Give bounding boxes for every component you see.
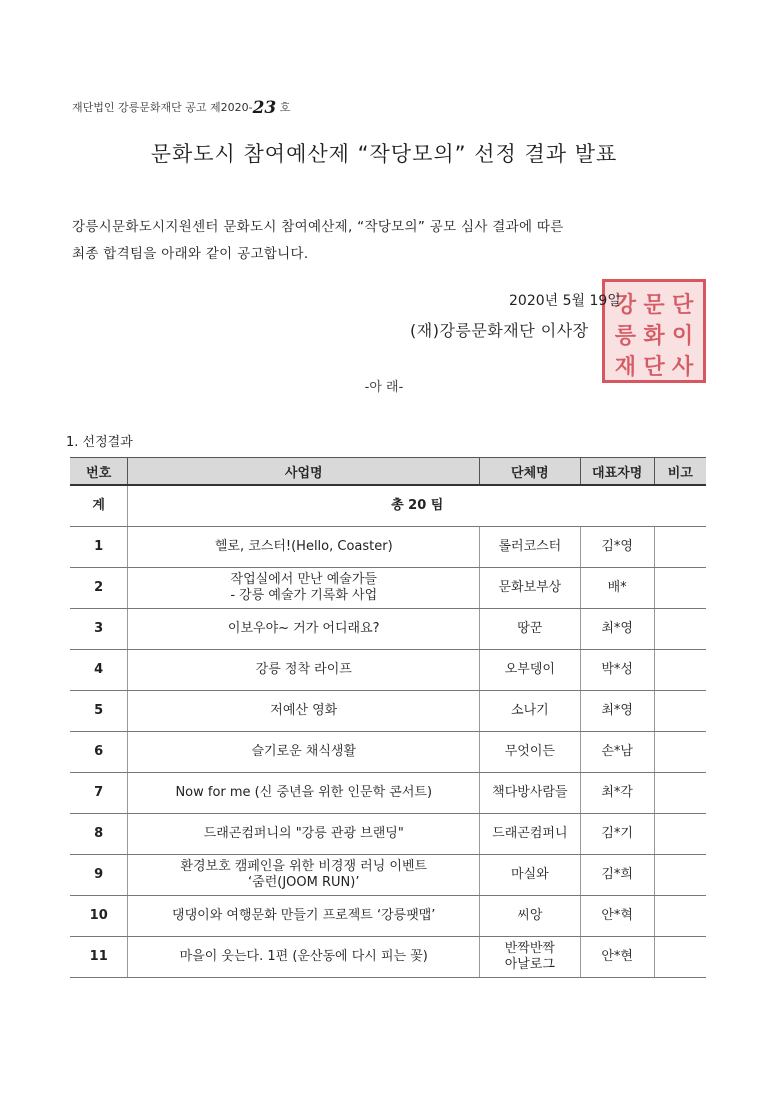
- team-name-line: 땅꾼: [517, 621, 543, 636]
- project-name: [128, 732, 480, 773]
- team-name-line: 마실와: [511, 867, 549, 882]
- seal-glyph: 단: [643, 354, 665, 380]
- row-number: [70, 896, 128, 937]
- team-name: [480, 527, 581, 568]
- representative-name: [580, 527, 654, 568]
- row-number: [70, 609, 128, 650]
- team-name: [480, 814, 581, 855]
- table-row: [70, 937, 706, 978]
- row-number: [70, 732, 128, 773]
- project-name-line: - 강릉 예술가 기록화 사업: [230, 588, 378, 603]
- row-number-text: 6: [94, 744, 104, 759]
- representative-text: 안*혁: [601, 908, 633, 923]
- team-name: [480, 732, 581, 773]
- row-number: [70, 937, 128, 978]
- representative-text: 김*영: [601, 539, 633, 554]
- row-number-text: 8: [94, 826, 104, 841]
- seal-glyph: 이: [672, 323, 694, 349]
- table-row: [70, 773, 706, 814]
- representative-name: [580, 773, 654, 814]
- team-name: [480, 773, 581, 814]
- seal-glyph: 재: [614, 354, 636, 380]
- representative-name: [580, 896, 654, 937]
- below-label: -아 래-: [364, 380, 404, 395]
- note-cell: [654, 896, 706, 937]
- intro-paragraph: [72, 214, 702, 268]
- note-cell: [654, 527, 706, 568]
- intro-line-2: 최종 합격팀을 아래와 같이 공고합니다.: [72, 246, 309, 262]
- team-name: [480, 609, 581, 650]
- project-name: [128, 527, 480, 568]
- seal-glyph: 강: [614, 292, 636, 318]
- row-number-text: 10: [89, 908, 108, 923]
- project-name: [128, 568, 480, 609]
- table-row: [70, 568, 706, 609]
- row-number: [70, 814, 128, 855]
- team-name-line: 롤러코스터: [498, 539, 562, 554]
- project-name-line: 강릉 정착 라이프: [255, 662, 352, 677]
- project-name: [128, 937, 480, 978]
- table-row: [70, 855, 706, 896]
- section-title: 1. 선정결과: [66, 435, 133, 450]
- representative-name: [580, 691, 654, 732]
- representative-name: [580, 650, 654, 691]
- representative-text: 안*현: [601, 949, 633, 964]
- project-name-line: Now for me (신 중년을 위한 인문학 콘서트): [175, 785, 433, 800]
- notice-suffix: 호: [279, 101, 291, 114]
- header-note: 비고: [654, 458, 706, 486]
- row-number-text: 9: [94, 867, 104, 882]
- representative-name: [580, 855, 654, 896]
- note-cell: [654, 568, 706, 609]
- table-header-row: [70, 458, 706, 486]
- team-name-line: 반짝반짝: [504, 941, 555, 956]
- representative-name: [580, 937, 654, 978]
- team-name: [480, 937, 581, 978]
- project-name: [128, 691, 480, 732]
- row-number-text: 11: [89, 949, 108, 964]
- project-name-line: 헬로, 코스터!(Hello, Coaster): [214, 539, 393, 554]
- project-name-line: 슬기로운 채식생활: [251, 744, 357, 759]
- note-cell: [654, 691, 706, 732]
- project-name: [128, 855, 480, 896]
- announcement-date: 2020년 5월 19일: [509, 293, 621, 309]
- representative-text: 배*: [607, 580, 627, 595]
- project-name: [128, 609, 480, 650]
- project-name-line: 마을이 웃는다. 1편 (운산동에 다시 피는 꽃): [179, 949, 428, 964]
- row-number: [70, 855, 128, 896]
- team-name-line: 아날로그: [504, 957, 555, 972]
- seal-glyph: 화: [643, 323, 665, 349]
- project-name-line: 이보우야~ 거가 어디래요?: [227, 621, 380, 636]
- seal-glyph: 문: [643, 292, 665, 318]
- representative-text: 김*희: [601, 867, 633, 882]
- project-name: [128, 773, 480, 814]
- team-name-line: 오부뎅이: [504, 662, 555, 677]
- row-number-text: 5: [94, 703, 104, 718]
- summary-row: [70, 485, 706, 527]
- project-name: [128, 650, 480, 691]
- table-row: [70, 650, 706, 691]
- note-cell: [654, 650, 706, 691]
- team-name: [480, 650, 581, 691]
- document-title: 문화도시 참여예산제 “작당모의” 선정 결과 발표: [150, 142, 618, 166]
- table-row: [70, 527, 706, 568]
- header-team: 단체명: [480, 458, 581, 486]
- representative-name: [580, 814, 654, 855]
- row-number-text: 4: [94, 662, 104, 677]
- table-row: [70, 732, 706, 773]
- seal-glyph: 단: [672, 292, 694, 318]
- intro-line-1: 강릉시문화도시지원센터 문화도시 참여예산제, “작당모의” 공모 심사 결과에 따른: [72, 219, 564, 235]
- row-number-text: 7: [94, 785, 104, 800]
- representative-text: 박*성: [601, 662, 633, 677]
- row-number: [70, 691, 128, 732]
- representative-text: 최*영: [601, 703, 633, 718]
- project-name-line: ‘줌런(JOOM RUN)’: [248, 875, 360, 890]
- note-cell: [654, 855, 706, 896]
- project-name-line: 작업실에서 만난 예술가들: [230, 572, 377, 587]
- summary-total: 총 20 팀: [128, 485, 706, 527]
- project-name: [128, 814, 480, 855]
- team-name-line: 무엇이든: [504, 744, 555, 759]
- header-representative: 대표자명: [580, 458, 654, 486]
- issuer-name: (재)강릉문화재단 이사장: [410, 321, 589, 340]
- note-cell: [654, 732, 706, 773]
- team-name: [480, 691, 581, 732]
- project-name: [128, 896, 480, 937]
- representative-text: 최*영: [601, 621, 633, 636]
- note-cell: [654, 937, 706, 978]
- representative-name: [580, 609, 654, 650]
- row-number: [70, 568, 128, 609]
- row-number: [70, 773, 128, 814]
- table-row: [70, 609, 706, 650]
- team-name-line: 문화보부상: [498, 580, 562, 595]
- seal-glyph: 사: [672, 354, 694, 380]
- project-name-line: 드래곤컴퍼니의 "강릉 관광 브랜딩": [203, 826, 404, 841]
- project-name-line: 환경보호 캠페인을 위한 비경쟁 러닝 이벤트: [180, 859, 428, 874]
- representative-name: [580, 732, 654, 773]
- header-project: 사업명: [128, 458, 480, 486]
- results-table: [70, 457, 706, 978]
- project-name-line: 댕댕이와 여행문화 만들기 프로젝트 ‘강릉팻맵’: [172, 908, 436, 923]
- table-row: [70, 814, 706, 855]
- table-row: [70, 691, 706, 732]
- representative-text: 김*기: [601, 826, 633, 841]
- representative-text: 최*각: [601, 785, 633, 800]
- table-row: [70, 896, 706, 937]
- representative-name: [580, 568, 654, 609]
- seal-glyphs: [611, 288, 697, 380]
- team-name: [480, 855, 581, 896]
- row-number: [70, 527, 128, 568]
- row-number-text: 3: [94, 621, 104, 636]
- notice-prefix: 재단법인 강릉문화재단 공고 제2020-: [72, 101, 253, 114]
- team-name: [480, 896, 581, 937]
- project-name-line: 저예산 영화: [270, 703, 338, 718]
- representative-text: 손*남: [601, 744, 633, 759]
- seal-glyph: 릉: [614, 323, 636, 349]
- team-name-line: 드래곤컴퍼니: [492, 826, 568, 841]
- notice-number: [72, 96, 290, 116]
- row-number: [70, 650, 128, 691]
- team-name-line: 책다방사람들: [492, 785, 568, 800]
- note-cell: [654, 609, 706, 650]
- handwritten-number: 23: [252, 98, 277, 118]
- row-number-text: 2: [94, 580, 104, 595]
- team-name-line: 소나기: [511, 703, 549, 718]
- header-number: 번호: [70, 458, 128, 486]
- summary-label: 계: [70, 485, 128, 527]
- team-name: [480, 568, 581, 609]
- note-cell: [654, 773, 706, 814]
- team-name-line: 씨앙: [517, 908, 543, 923]
- note-cell: [654, 814, 706, 855]
- row-number-text: 1: [94, 539, 104, 554]
